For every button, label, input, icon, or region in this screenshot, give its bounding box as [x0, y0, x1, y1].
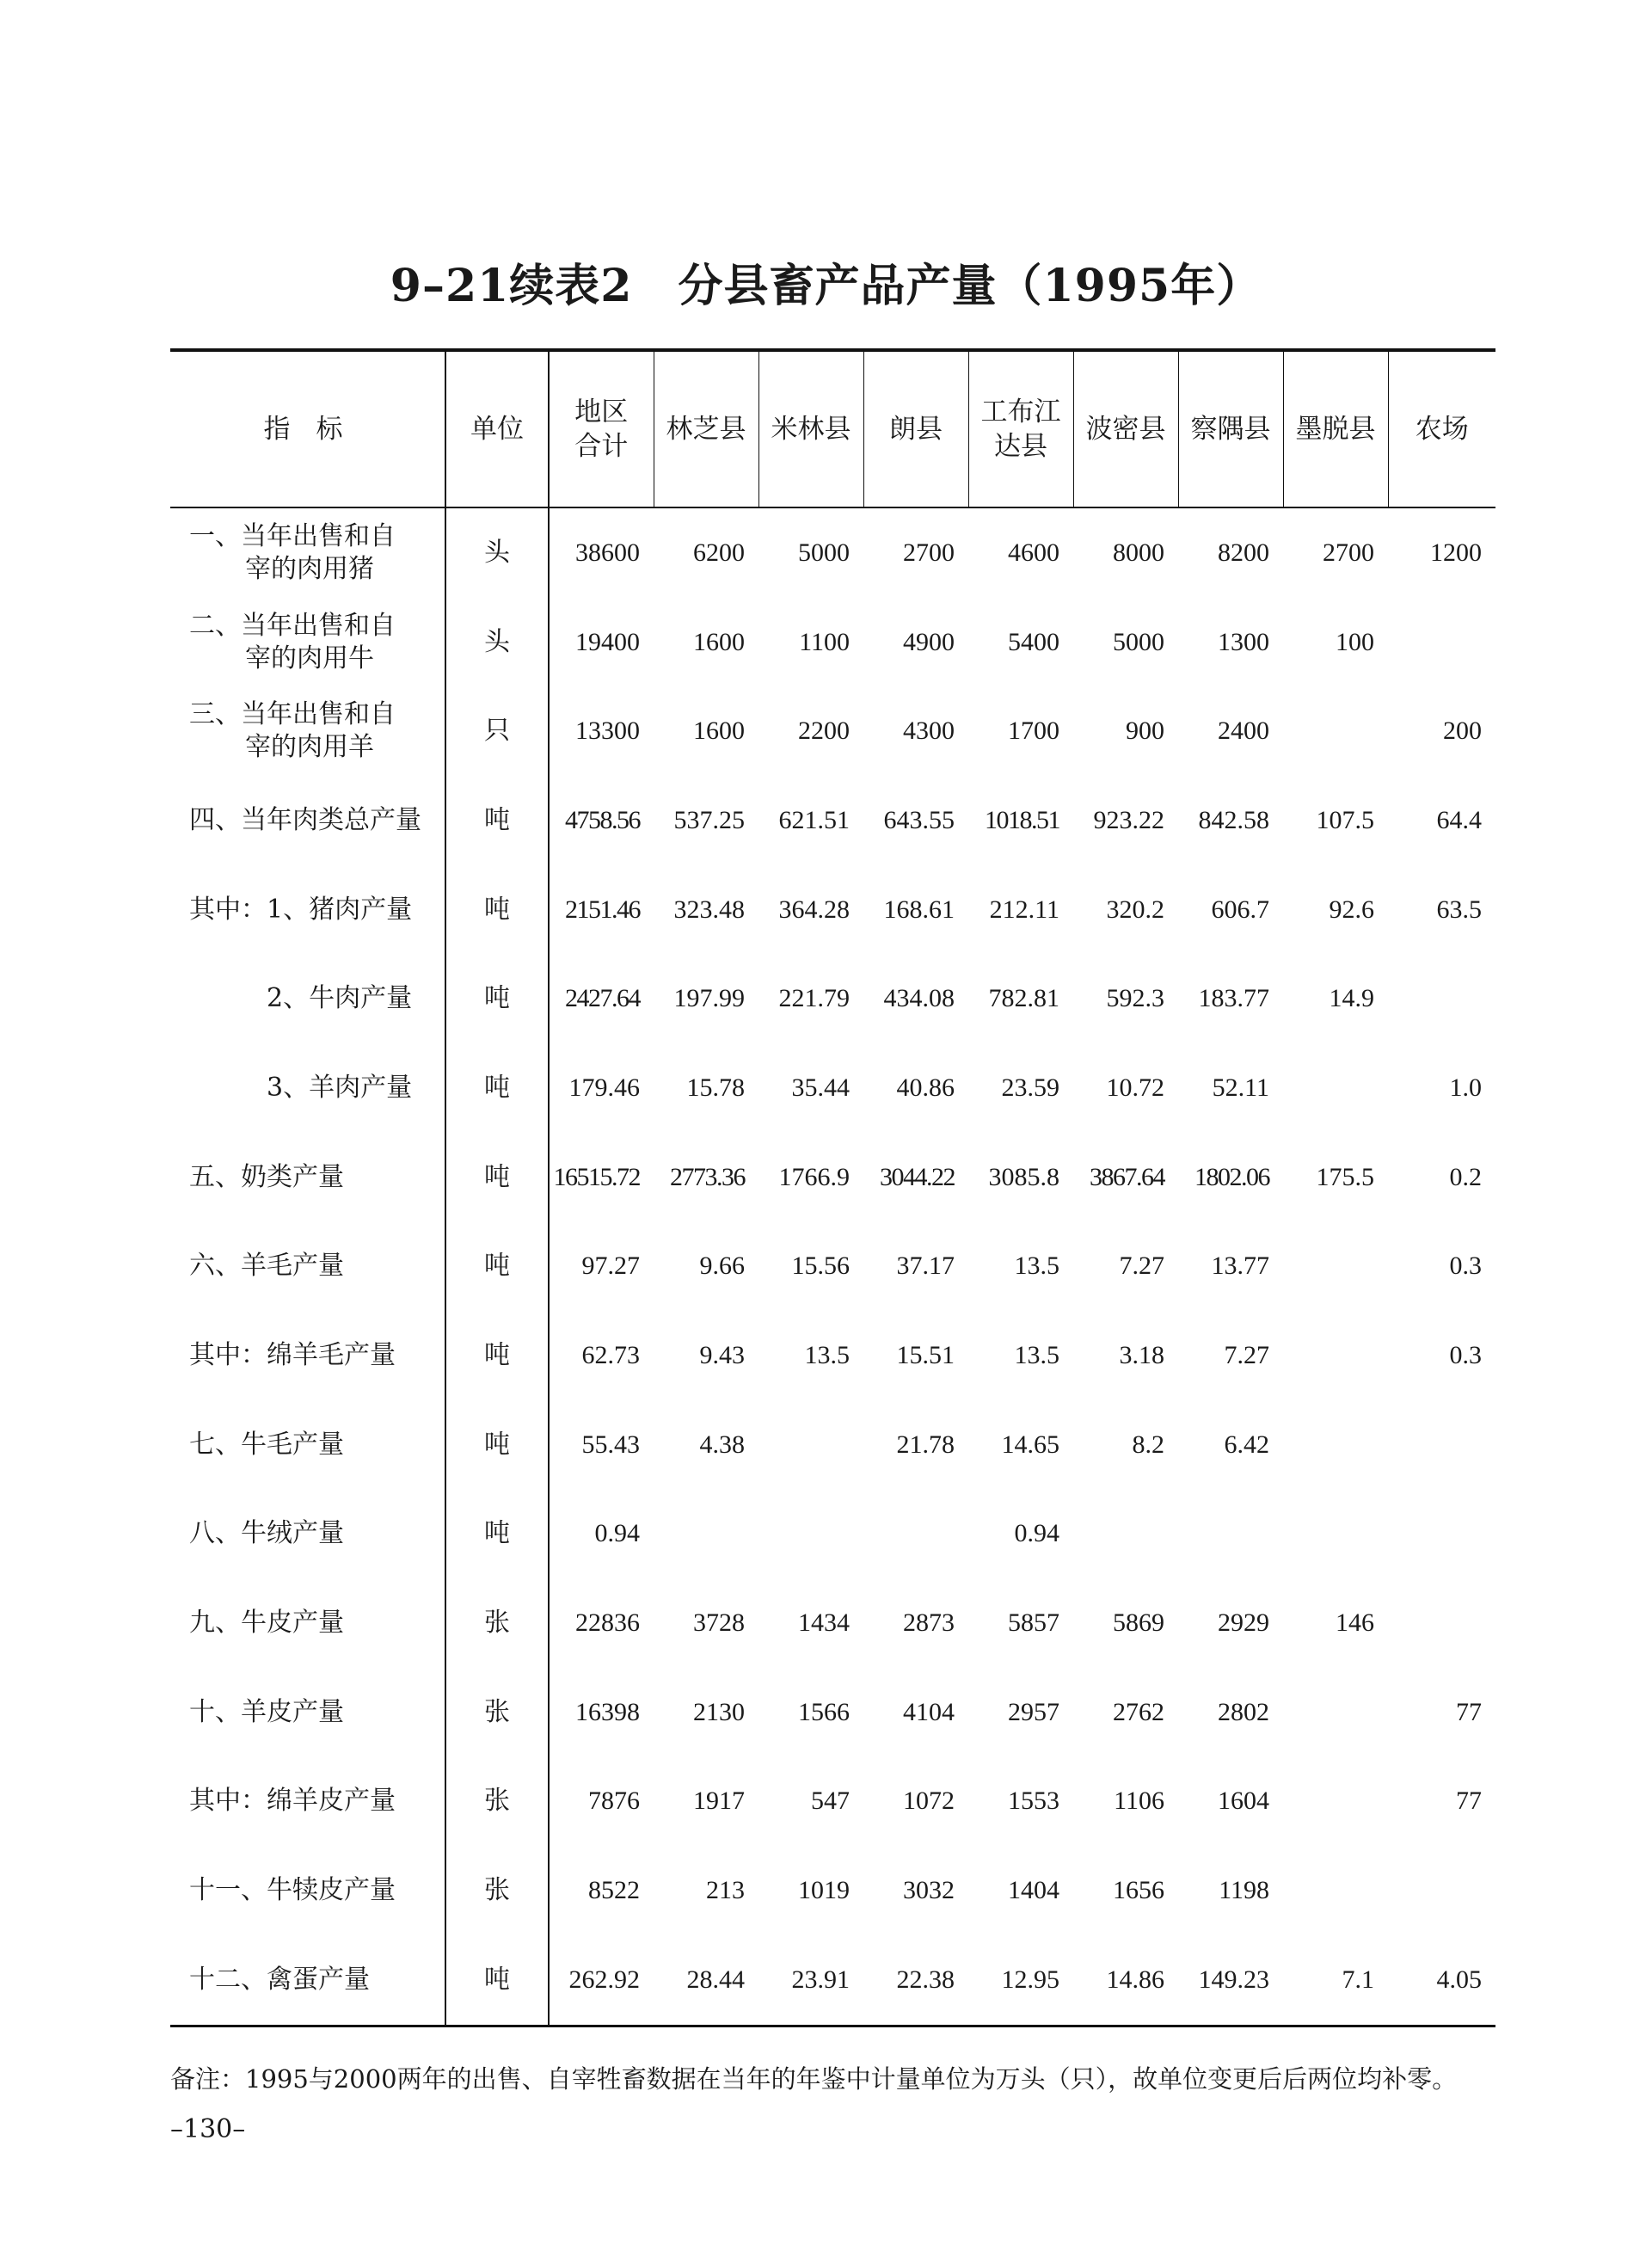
cell-mainling: 1100	[799, 627, 850, 656]
cell-zayu: 1300	[1218, 627, 1269, 656]
cell-farm	[1388, 598, 1495, 687]
row-indicator-line: 二、当年出售和自	[189, 610, 396, 641]
row-indicator	[170, 1668, 445, 1757]
cell-bomi: 8.2	[1132, 1430, 1164, 1459]
row-indicator-line: 五、奶类产量	[189, 1161, 344, 1192]
cell-farm: 0.3	[1449, 1251, 1482, 1281]
cell-farm: 1200	[1430, 538, 1482, 567]
table-row	[170, 598, 1495, 687]
cell-nang: 168.61	[883, 895, 955, 924]
cell-farm	[1388, 1578, 1495, 1668]
table-body	[170, 507, 1495, 2026]
cell-gongbo: 1404	[1008, 1876, 1059, 1905]
header-gongbo-line2: 达县	[994, 431, 1047, 462]
cell-medog: 14.9	[1329, 984, 1374, 1013]
cell-bomi: 14.86	[1106, 1965, 1164, 1994]
cell-gongbo: 3085.8	[988, 1162, 1059, 1191]
cell-medog	[1283, 1846, 1388, 1935]
row-unit: 张	[445, 1578, 549, 1668]
cell-zayu: 13.77	[1211, 1251, 1269, 1281]
cell-bomi: 1656	[1113, 1876, 1164, 1905]
cell-total: 16515.72	[549, 1133, 654, 1222]
row-indicator-line: 四、当年肉类总产量	[189, 804, 421, 835]
cell-bomi: 8000	[1113, 538, 1164, 567]
cell-nang: 3044.22	[880, 1162, 955, 1191]
cell-zayu: 2400	[1218, 716, 1269, 746]
cell-total: 38600	[549, 507, 654, 598]
cell-nyingchi: 197.99	[673, 984, 745, 1013]
row-unit: 吨	[445, 1043, 549, 1133]
cell-nyingchi: 323.48	[673, 895, 745, 924]
cell-zayu: 7.27	[1224, 1341, 1269, 1370]
cell-nyingchi: 1600	[693, 627, 745, 656]
row-unit: 吨	[445, 1935, 549, 2026]
row-indicator-line: 其中：绵羊皮产量	[189, 1786, 396, 1817]
header-mainling: 米林县	[758, 350, 863, 507]
row-indicator-line: 宰的肉用猪	[245, 553, 374, 584]
row-indicator-line: 九、牛皮产量	[189, 1608, 344, 1639]
cell-zayu: 606.7	[1211, 895, 1269, 924]
table-row	[170, 954, 1495, 1043]
cell-zayu: 1198	[1219, 1876, 1269, 1905]
cell-medog: 92.6	[1329, 895, 1374, 924]
cell-zayu: 2929	[1218, 1608, 1269, 1638]
row-indicator-line: 七、牛毛产量	[189, 1429, 344, 1460]
cell-medog	[1283, 1311, 1388, 1400]
cell-gongbo: 212.11	[989, 895, 1059, 924]
cell-total: 4758.56	[549, 776, 654, 865]
row-indicator	[170, 1578, 445, 1668]
cell-mainling: 1766.9	[778, 1162, 850, 1191]
cell-nang: 3032	[903, 1876, 955, 1905]
cell-nang	[863, 1490, 968, 1579]
row-indicator	[170, 1222, 445, 1312]
table-row	[170, 865, 1495, 955]
cell-total: 2427.64	[549, 954, 654, 1043]
row-unit: 吨	[445, 776, 549, 865]
row-indicator-line: 3、羊肉产量	[189, 1072, 413, 1103]
cell-mainling: 221.79	[778, 984, 850, 1013]
row-unit: 张	[445, 1668, 549, 1757]
row-indicator-line: 其中：绵羊毛产量	[189, 1340, 396, 1371]
cell-total: 19400	[549, 598, 654, 687]
cell-gongbo: 23.59	[1001, 1073, 1059, 1102]
row-indicator-line: 其中：1、猪肉产量	[189, 894, 413, 925]
cell-zayu: 2802	[1218, 1697, 1269, 1726]
cell-mainling: 364.28	[778, 895, 850, 924]
cell-nyingchi: 213	[706, 1876, 745, 1905]
cell-total: 262.92	[549, 1935, 654, 2026]
cell-total: 62.73	[549, 1311, 654, 1400]
table-row	[170, 507, 1495, 598]
cell-zayu	[1178, 1490, 1283, 1579]
table-row	[170, 1846, 1495, 1935]
cell-gongbo: 1018.51	[985, 805, 1059, 834]
cell-gongbo: 782.81	[988, 984, 1059, 1013]
table-row	[170, 1043, 1495, 1133]
cell-medog: 146	[1336, 1608, 1374, 1638]
header-total-line1: 地区	[574, 397, 629, 427]
cell-mainling: 13.5	[804, 1341, 850, 1370]
row-indicator-line: 八、牛绒产量	[189, 1518, 344, 1549]
cell-nyingchi	[654, 1490, 758, 1579]
row-indicator-line: 十一、牛犊皮产量	[189, 1875, 396, 1906]
cell-mainling: 23.91	[791, 1965, 850, 1994]
row-indicator-line: 十、羊皮产量	[189, 1696, 344, 1727]
cell-gongbo: 13.5	[1014, 1251, 1059, 1281]
cell-total: 13300	[549, 686, 654, 776]
row-unit: 吨	[445, 865, 549, 955]
cell-farm: 64.4	[1436, 805, 1482, 834]
cell-gongbo: 1700	[1008, 716, 1059, 746]
cell-medog: 175.5	[1316, 1162, 1374, 1191]
cell-gongbo: 0.94	[1014, 1519, 1059, 1548]
cell-total: 8522	[549, 1846, 654, 1935]
cell-bomi: 2762	[1113, 1697, 1164, 1726]
cell-bomi	[1073, 1490, 1178, 1579]
cell-nyingchi: 4.38	[699, 1430, 745, 1459]
cell-bomi: 10.72	[1106, 1073, 1164, 1102]
row-unit: 吨	[445, 954, 549, 1043]
cell-medog	[1283, 1757, 1388, 1847]
cell-zayu: 842.58	[1198, 805, 1269, 834]
cell-nang: 15.51	[896, 1341, 955, 1370]
cell-nyingchi: 9.66	[699, 1251, 745, 1281]
cell-farm: 77	[1456, 1697, 1482, 1726]
header-indicator: 指标	[170, 350, 445, 507]
row-indicator	[170, 1846, 445, 1935]
cell-farm	[1388, 1846, 1495, 1935]
cell-mainling: 1434	[798, 1608, 850, 1638]
cell-nang: 40.86	[896, 1073, 955, 1102]
cell-bomi: 3.18	[1119, 1341, 1164, 1370]
cell-gongbo: 1553	[1008, 1787, 1059, 1816]
cell-farm: 63.5	[1436, 895, 1482, 924]
cell-farm	[1388, 954, 1495, 1043]
cell-mainling	[758, 1490, 863, 1579]
cell-bomi: 3867.64	[1090, 1162, 1164, 1191]
table-row	[170, 1578, 1495, 1668]
cell-mainling: 547	[811, 1787, 850, 1816]
cell-bomi: 592.3	[1106, 984, 1164, 1013]
header-farm: 农场	[1388, 350, 1495, 507]
cell-bomi: 5000	[1113, 627, 1164, 656]
header-gongbo	[968, 350, 1073, 507]
cell-nyingchi: 6200	[693, 538, 745, 567]
cell-medog	[1283, 1043, 1388, 1133]
header-unit: 单位	[445, 350, 549, 507]
cell-nang: 434.08	[883, 984, 955, 1013]
cell-bomi: 320.2	[1106, 895, 1164, 924]
cell-medog	[1283, 1400, 1388, 1490]
row-unit: 头	[445, 598, 549, 687]
cell-zayu: 149.23	[1198, 1965, 1269, 1994]
row-unit: 只	[445, 686, 549, 776]
row-indicator	[170, 954, 445, 1043]
row-unit: 吨	[445, 1400, 549, 1490]
cell-mainling: 35.44	[791, 1073, 850, 1102]
cell-total: 22836	[549, 1578, 654, 1668]
cell-nang: 4900	[903, 627, 955, 656]
cell-mainling: 1019	[798, 1876, 850, 1905]
table-row	[170, 1400, 1495, 1490]
cell-bomi: 7.27	[1119, 1251, 1164, 1281]
cell-bomi: 900	[1126, 716, 1164, 746]
row-indicator-line: 2、牛肉产量	[189, 983, 413, 1014]
row-indicator-line: 三、当年出售和自	[189, 699, 396, 730]
cell-nyingchi: 15.78	[686, 1073, 745, 1102]
cell-bomi: 923.22	[1093, 805, 1164, 834]
row-unit: 张	[445, 1757, 549, 1847]
cell-medog	[1283, 686, 1388, 776]
row-unit: 吨	[445, 1222, 549, 1312]
livestock-products-table	[170, 348, 1495, 2027]
cell-medog	[1283, 1222, 1388, 1312]
row-unit: 吨	[445, 1133, 549, 1222]
cell-medog: 7.1	[1342, 1965, 1374, 1994]
cell-mainling: 5000	[798, 538, 850, 567]
cell-medog: 2700	[1323, 538, 1374, 567]
row-indicator	[170, 1400, 445, 1490]
cell-farm	[1388, 1400, 1495, 1490]
row-indicator	[170, 776, 445, 865]
cell-medog	[1283, 1490, 1388, 1579]
cell-zayu: 8200	[1218, 538, 1269, 567]
row-indicator-line: 宰的肉用牛	[245, 643, 374, 673]
cell-total: 97.27	[549, 1222, 654, 1312]
cell-nang: 4104	[903, 1697, 955, 1726]
header-nang: 朗县	[863, 350, 968, 507]
cell-nyingchi: 1917	[693, 1787, 745, 1816]
cell-total: 7876	[549, 1757, 654, 1847]
cell-total: 2151.46	[549, 865, 654, 955]
table-row	[170, 1935, 1495, 2026]
row-indicator	[170, 1133, 445, 1222]
row-unit: 头	[445, 507, 549, 598]
cell-gongbo: 2957	[1008, 1697, 1059, 1726]
cell-nyingchi: 3728	[693, 1608, 745, 1638]
header-nyingchi: 林芝县	[654, 350, 758, 507]
cell-medog	[1283, 1668, 1388, 1757]
row-indicator	[170, 1043, 445, 1133]
cell-mainling: 1566	[798, 1697, 850, 1726]
header-total	[549, 350, 654, 507]
cell-farm: 77	[1456, 1787, 1482, 1816]
page-title: 9–21续表2 分县畜产品产量（1995年）	[390, 260, 1262, 312]
cell-bomi: 1106	[1114, 1787, 1164, 1816]
table-row	[170, 1133, 1495, 1222]
cell-zayu: 183.77	[1198, 984, 1269, 1013]
cell-nyingchi: 537.25	[673, 805, 745, 834]
cell-total: 0.94	[549, 1490, 654, 1579]
table-row	[170, 1222, 1495, 1312]
row-indicator	[170, 865, 445, 955]
cell-farm: 0.2	[1449, 1162, 1482, 1191]
row-unit: 吨	[445, 1311, 549, 1400]
cell-zayu: 1802.06	[1194, 1162, 1269, 1191]
cell-medog: 107.5	[1316, 805, 1374, 834]
cell-gongbo: 14.65	[1001, 1430, 1059, 1459]
row-indicator-line: 十二、禽蛋产量	[189, 1964, 370, 1995]
row-indicator	[170, 686, 445, 776]
cell-nang: 1072	[903, 1787, 955, 1816]
cell-gongbo: 5857	[1008, 1608, 1059, 1638]
cell-nyingchi: 9.43	[699, 1341, 745, 1370]
cell-total: 179.46	[549, 1043, 654, 1133]
cell-bomi: 5869	[1113, 1608, 1164, 1638]
cell-gongbo: 13.5	[1014, 1341, 1059, 1370]
row-indicator	[170, 1311, 445, 1400]
row-indicator	[170, 507, 445, 598]
cell-nyingchi: 28.44	[686, 1965, 745, 1994]
header-zayu: 察隅县	[1178, 350, 1283, 507]
cell-nang: 4300	[903, 716, 955, 746]
table-row	[170, 776, 1495, 865]
header-total-line2: 合计	[574, 431, 629, 462]
cell-mainling: 2200	[798, 716, 850, 746]
cell-nang: 2873	[903, 1608, 955, 1638]
footnote: 备注：1995与2000两年的出售、自宰牲畜数据在当年的年鉴中计量单位为万头（只），故单位变更后后两位均补零。	[170, 2064, 1458, 2094]
header-bomi: 波密县	[1073, 350, 1178, 507]
cell-zayu: 6.42	[1224, 1430, 1269, 1459]
cell-gongbo: 12.95	[1001, 1965, 1059, 1994]
row-indicator-line: 宰的肉用羊	[245, 732, 374, 763]
cell-farm: 4.05	[1436, 1965, 1482, 1994]
cell-nang: 21.78	[896, 1430, 955, 1459]
header-row	[170, 350, 1495, 507]
cell-farm: 200	[1443, 716, 1482, 746]
cell-farm	[1388, 1490, 1495, 1579]
page-number: –130–	[170, 2114, 246, 2144]
cell-zayu: 52.11	[1212, 1073, 1269, 1102]
table-row	[170, 1490, 1495, 1579]
cell-nyingchi: 2130	[693, 1697, 745, 1726]
cell-mainling	[758, 1400, 863, 1490]
cell-nang: 22.38	[896, 1965, 955, 1994]
cell-nyingchi: 1600	[693, 716, 745, 746]
table-row	[170, 1668, 1495, 1757]
header-gongbo-line1: 工布江	[980, 397, 1061, 427]
cell-medog: 100	[1336, 627, 1374, 656]
row-indicator	[170, 1490, 445, 1579]
row-unit: 张	[445, 1846, 549, 1935]
row-indicator	[170, 598, 445, 687]
cell-nang: 2700	[903, 538, 955, 567]
row-unit: 吨	[445, 1490, 549, 1579]
cell-zayu: 1604	[1218, 1787, 1269, 1816]
row-indicator	[170, 1935, 445, 2026]
cell-gongbo: 5400	[1008, 627, 1059, 656]
cell-gongbo: 4600	[1008, 538, 1059, 567]
row-indicator	[170, 1757, 445, 1847]
table-header	[170, 350, 1495, 507]
table-row	[170, 1311, 1495, 1400]
cell-nyingchi: 2773.36	[670, 1162, 745, 1191]
cell-farm: 1.0	[1449, 1073, 1482, 1102]
cell-mainling: 621.51	[778, 805, 850, 834]
cell-nang: 37.17	[896, 1251, 955, 1281]
table-row	[170, 686, 1495, 776]
table-row	[170, 1757, 1495, 1847]
header-medog: 墨脱县	[1283, 350, 1388, 507]
row-indicator-line: 一、当年出售和自	[189, 520, 396, 551]
cell-mainling: 15.56	[791, 1251, 850, 1281]
cell-total: 55.43	[549, 1400, 654, 1490]
row-indicator-line: 六、羊毛产量	[189, 1251, 344, 1282]
cell-total: 16398	[549, 1668, 654, 1757]
cell-nang: 643.55	[883, 805, 955, 834]
cell-farm: 0.3	[1449, 1341, 1482, 1370]
